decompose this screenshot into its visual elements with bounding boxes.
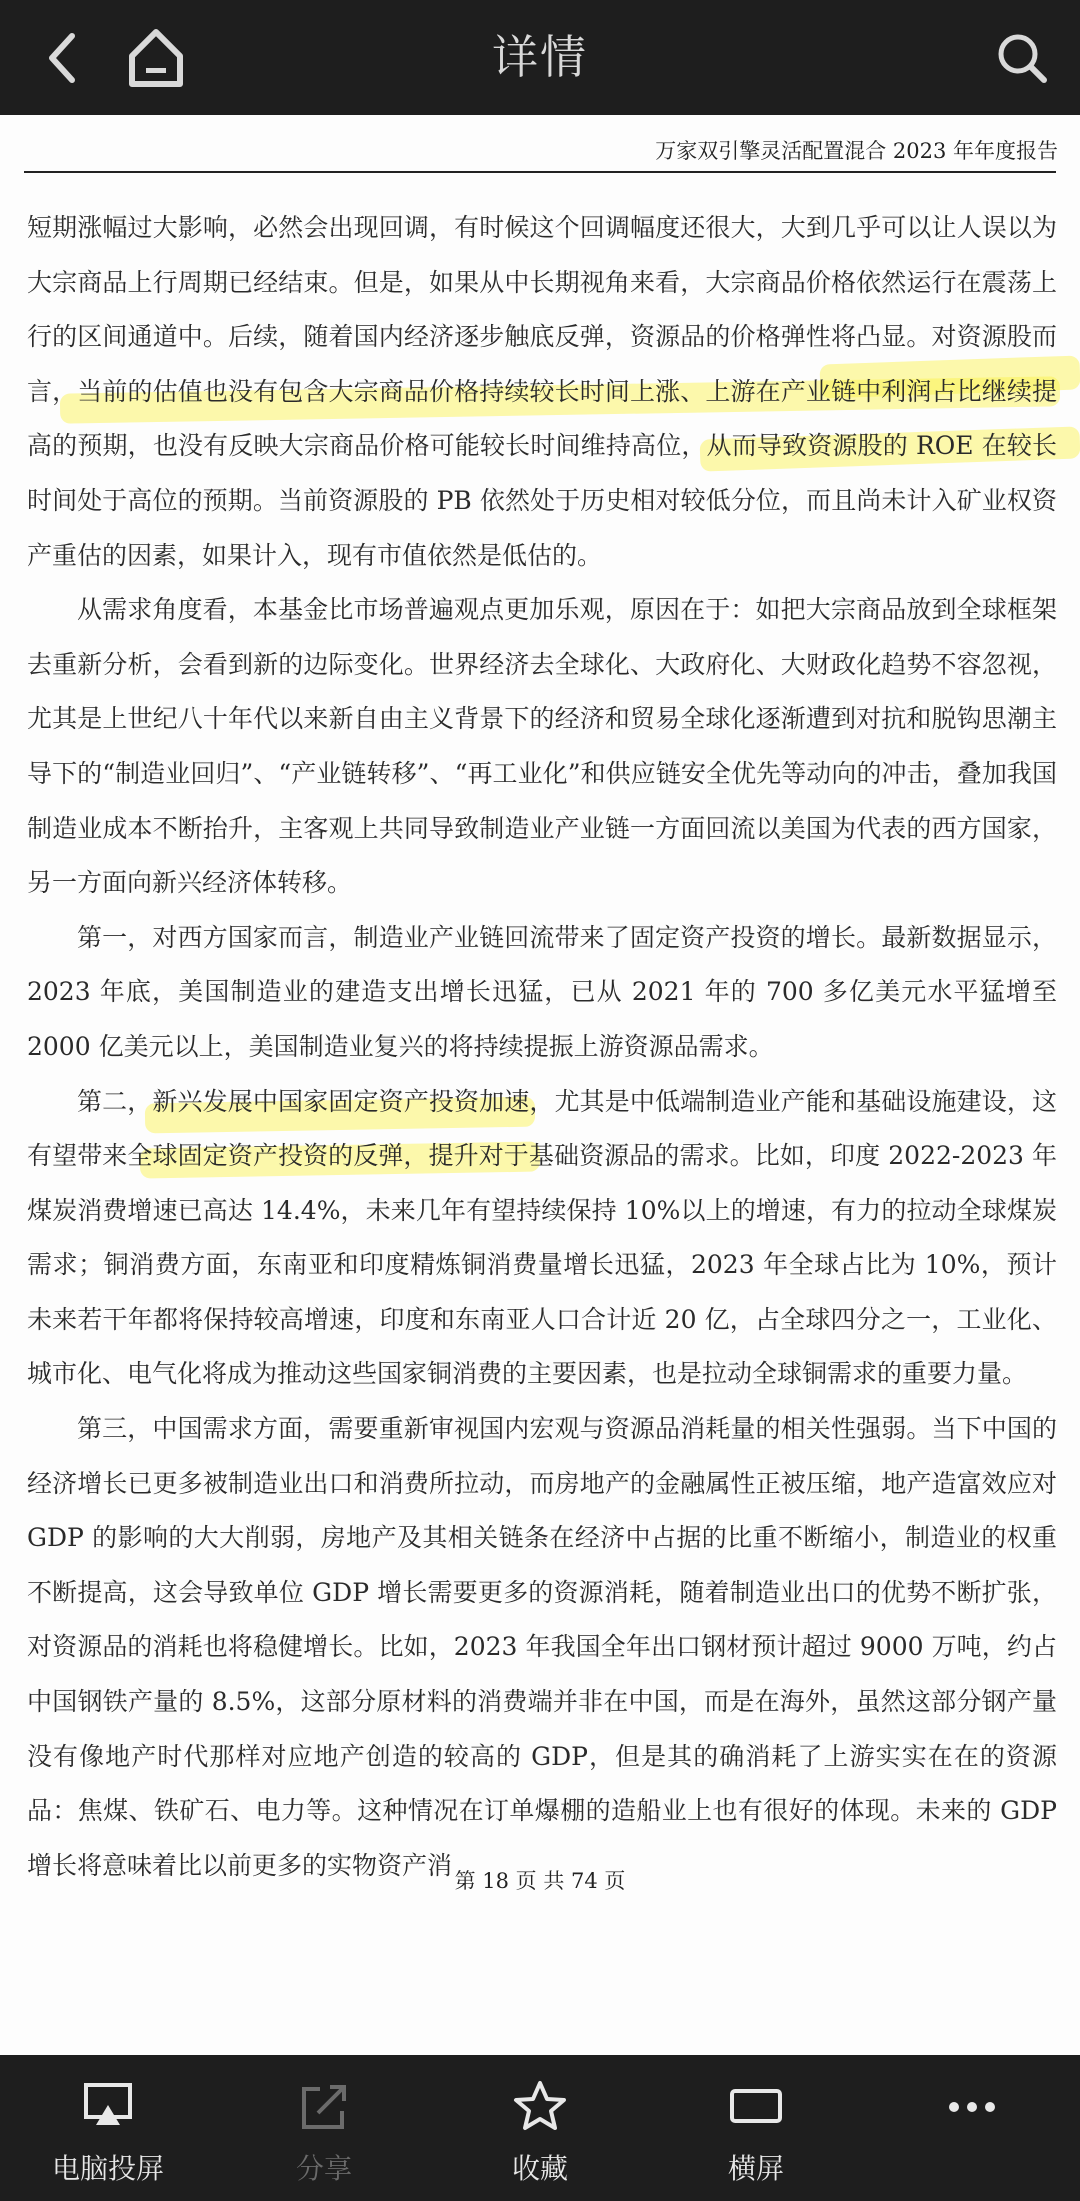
favorite-button[interactable] (432, 2055, 648, 2201)
more-button[interactable] (864, 2055, 1080, 2201)
paragraph: 第一，对西方国家而言，制造业产业链回流带来了固定资产投资的增长。最新数据显示，2023 年底，美国制造业的建造支出增长迅猛，已从 2021 年的 700 多亿美元水平猛增至 2000 亿美元以上，美国制造业复兴的将持续提振上游资源品需求。 (27, 922, 1057, 1061)
search-icon (984, 20, 1060, 96)
page-title: 详情 (492, 30, 588, 84)
bottom-toolbar (0, 2055, 1080, 2201)
landscape-button[interactable] (648, 2055, 864, 2201)
search-button[interactable] (984, 20, 1060, 96)
paragraph: 第二，新兴发展中国家固定资产投资加速，尤其是中低端制造业产能和基础设施建设，这有望带来全球固定资产投资的反弹，提升对于基础资源品的需求。比如，印度 2022-2023 年煤炭消费增速已高达 14.4%，未来几年有望持续保持 10%以上的增速，有力的拉动全球煤炭需求；铜消费方面，东南亚和印度精炼铜消费量增长迅猛，2023 年全球占比为 10%，预计未来若干年都将保持较高增速，印度和东南亚人口合计近 20 亿，占全球四分之一，工业化、城市化、电气化将成为推动这些国家铜消费的主要因素，也是拉动全球铜需求的重要力量。 (27, 1086, 1057, 1389)
cast-screen-button[interactable] (0, 2055, 216, 2201)
paragraph: 第三，中国需求方面，需要重新审视国内宏观与资源品消耗量的相关性强弱。当下中国的经济增长已更多被制造业出口和消费所拉动，而房地产的金融属性正被压缩，地产造富效应对 GDP 的影响的大大削弱，房地产及其相关链条在经济中占据的比重不断缩小，制造业的权重不断提高，这会导致单位 GDP 增长需要更多的资源消耗，随着制造业出口的优势不断扩张，对资源品的消耗也将稳健增长。比如，2023 年我国全年出口钢材预计超过 9000 万吨，约占中国钢铁产量的 8.5%，这部分原材料的消费端并非在中国，而是在海外，虽然这部分钢产量没有像地产时代那样对应地产创造的较高的 GDP，但是其的确消耗了上游实实在在的资源品：焦煤、铁矿石、电力等。这种情况在订单爆棚的造船业上也有很好的体现。未来的 GDP 增长将意味着比以前更多的实物资产消 (27, 1414, 1057, 1880)
more-icon (942, 2077, 1002, 2137)
star-icon (510, 2077, 570, 2137)
document-body (27, 201, 1057, 1893)
page-number: 第 18 页 共 74 页 (454, 1869, 626, 1893)
paragraph: 从需求角度看，本基金比市场普遍观点更加乐观，原因在于：如把大宗商品放到全球框架去重新分析，会看到新的边际变化。世界经济去全球化、大政府化、大财政化趋势不容忽视，尤其是上世纪八十年代以来新自由主义背景下的经济和贸易全球化逐渐遭到对抗和脱钩思潮主导下的“制造业回归”、“产业链转移”、“再工业化”和供应链安全优先等动向的冲击，叠加我国制造业成本不断抬升，主客观上共同导致制造业产业链一方面回流以美国为代表的西方国家，另一方面向新兴经济体转移。 (27, 595, 1057, 898)
top-bar (0, 0, 1080, 115)
cast-screen-label: 电脑投屏 (51, 2152, 164, 2185)
share-icon (294, 2077, 354, 2137)
document-header: 万家双引擎灵活配置混合 2023 年年度报告 (655, 139, 1058, 163)
landscape-icon (726, 2077, 786, 2137)
landscape-label: 横屏 (727, 2152, 784, 2185)
favorite-label: 收藏 (511, 2152, 568, 2185)
header-divider (24, 171, 1056, 173)
share-label: 分享 (295, 2152, 352, 2185)
cast-screen-icon (78, 2077, 138, 2137)
paragraph: 短期涨幅过大影响，必然会出现回调，有时候这个回调幅度还很大，大到几乎可以让人误以为大宗商品上行周期已经结束。但是，如果从中长期视角来看，大宗商品价格依然运行在震荡上行的区间通道中。后续，随着国内经济逐步触底反弹，资源品的价格弹性将凸显。对资源股而言，当前的估值也没有包含大宗商品价格持续较长时间上涨、上游在产业链中利润占比继续提高的预期，也没有反映大宗商品价格可能较长时间维持高位，从而导致资源股的 ROE 在较长时间处于高位的预期。当前资源股的 PB 依然处于历史相对较低分位，而且尚未计入矿业权资产重估的因素，如果计入，现有市值依然是低估的。 (27, 213, 1057, 570)
share-button[interactable] (216, 2055, 432, 2201)
document-page[interactable] (0, 115, 1080, 2055)
